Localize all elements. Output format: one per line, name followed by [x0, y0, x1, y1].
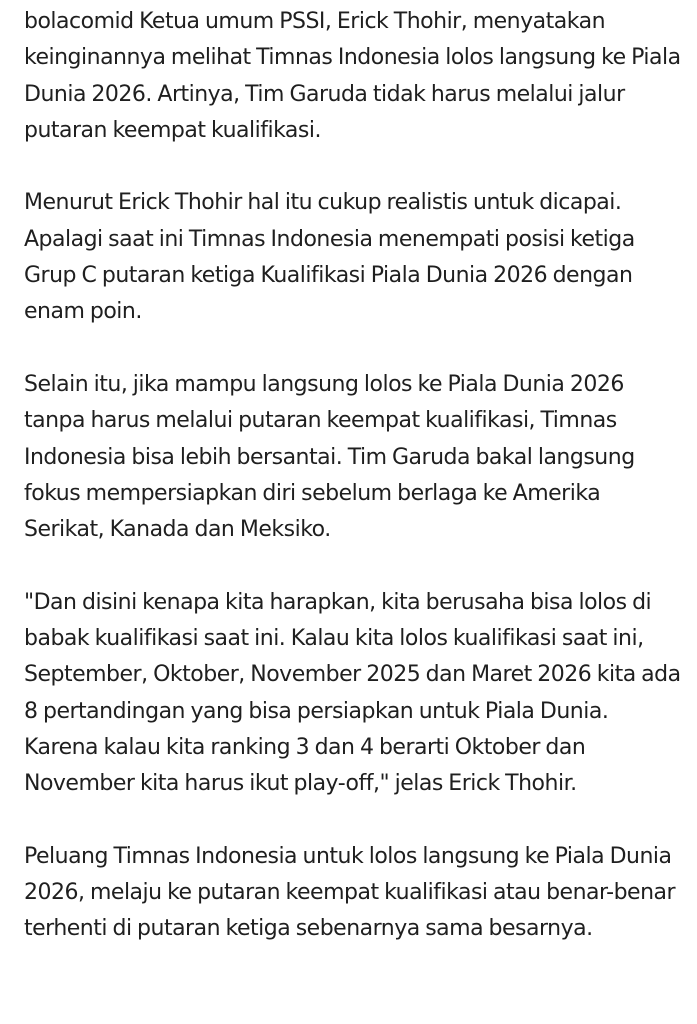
article-paragraph-3: Selain itu, jika mampu langsung lolos ke Piala Dunia 2026 tanpa harus melalui putaran keempat kualifikasi, Timnas Indonesia bisa lebih bersantai. Tim Garuda bakal langsung fokus mempersiapkan diri sebelum berlaga ke Amerika Serikat, Kanada dan Meksiko. — [24, 371, 635, 543]
article-paragraph-4: "Dan disini kenapa kita harapkan, kita berusaha bisa lolos di babak kualifikasi saat ini. Kalau kita lolos kualifikasi saat ini, September, Oktober, November 2025 dan Maret 2026 kita ada 8 pertandingan yang bisa persiapkan untuk Piala Dunia. Karena kalau kita ranking 3 dan 4 berarti Oktober dan November kita harus ikut play-off," jelas Erick Thohir. — [24, 589, 681, 797]
article-paragraph-2: Menurut Erick Thohir hal itu cukup realistis untuk dicapai. Apalagi saat ini Timnas Indonesia menempati posisi ketiga Grup C putaran ketiga Kualifikasi Piala Dunia 2026 dengan enam poin. — [24, 190, 635, 325]
article-paragraph-1: bolacomid Ketua umum PSSI, Erick Thohir, menyatakan keinginannya melihat Timnas Indonesia lolos langsung ke Piala Dunia 2026. Artinya, Tim Garuda tidak harus melalui jalur putaran keempat kualifikasi. — [24, 9, 681, 143]
article-body — [24, 0, 684, 948]
article-paragraph-5: Peluang Timnas Indonesia untuk lolos langsung ke Piala Dunia 2026, melaju ke putaran keempat kualifikasi atau benar-benar terhenti di putaran ketiga sebenarnya sama besarnya. — [24, 843, 676, 942]
